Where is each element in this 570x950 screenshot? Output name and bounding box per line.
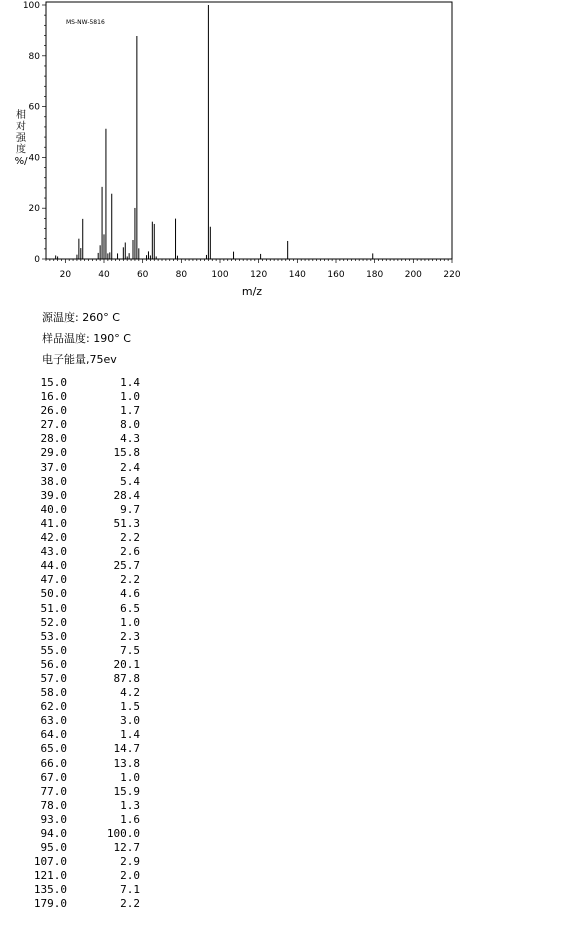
abundance-value: 4.6 — [120, 587, 140, 601]
mz-value: 62.0 — [40, 700, 67, 714]
table-row — [24, 644, 144, 658]
abundance-value: 1.6 — [120, 812, 140, 826]
table-row — [24, 855, 144, 869]
abundance-value: 2.3 — [120, 629, 140, 643]
mz-value: 52.0 — [40, 615, 67, 629]
x-tick-label: 20 — [59, 270, 72, 280]
table-row — [24, 573, 144, 587]
mz-value: 41.0 — [40, 516, 67, 530]
mz-value: 26.0 — [40, 404, 67, 418]
sample-temperature: 样品温度: 190° C — [42, 332, 131, 345]
abundance-value: 12.7 — [113, 841, 140, 855]
table-row — [24, 827, 144, 841]
abundance-value: 1.3 — [120, 798, 140, 812]
table-row — [24, 757, 144, 771]
abundance-value: 13.8 — [113, 756, 140, 770]
y-axis-ticks — [23, 1, 46, 265]
abundance-value: 1.0 — [120, 390, 140, 404]
x-tick-label: 80 — [175, 270, 188, 280]
x-tick-label: 100 — [211, 270, 229, 280]
table-row — [24, 446, 144, 460]
y-tick-label: 0 — [34, 255, 40, 265]
table-row — [24, 489, 144, 503]
y-axis-label-char: 强 — [16, 133, 26, 144]
mz-value: 38.0 — [40, 474, 67, 488]
table-row — [24, 376, 144, 390]
abundance-value: 20.1 — [113, 657, 140, 671]
abundance-value: 7.5 — [120, 643, 140, 657]
mz-value: 42.0 — [40, 531, 67, 545]
table-row — [24, 390, 144, 404]
mz-value: 121.0 — [33, 869, 67, 883]
mz-value: 47.0 — [40, 573, 67, 587]
abundance-value: 1.5 — [120, 700, 140, 714]
mz-value: 63.0 — [40, 714, 67, 728]
y-tick-label: 20 — [28, 204, 40, 215]
abundance-value: 28.4 — [113, 488, 140, 502]
mz-value: 77.0 — [40, 784, 67, 798]
mz-value: 15.0 — [40, 376, 67, 389]
x-tick-label: 200 — [404, 270, 422, 280]
table-row — [24, 728, 144, 742]
table-row — [24, 714, 144, 728]
x-tick-label: 180 — [366, 270, 384, 280]
mz-value: 93.0 — [40, 812, 67, 826]
abundance-value: 3.0 — [120, 714, 140, 728]
abundance-value: 1.4 — [120, 728, 140, 742]
table-row — [24, 587, 144, 601]
mz-value: 56.0 — [40, 657, 67, 671]
abundance-value: 2.2 — [120, 573, 140, 587]
table-row — [24, 630, 144, 644]
abundance-value: 2.9 — [120, 855, 140, 869]
table-row — [24, 897, 144, 911]
x-axis-label: m/z — [241, 285, 263, 298]
abundance-value: 87.8 — [113, 671, 140, 685]
table-row — [24, 658, 144, 672]
table-row — [24, 841, 144, 855]
abundance-value: 4.3 — [120, 432, 140, 446]
table-row — [24, 742, 144, 756]
abundance-value: 2.2 — [120, 531, 140, 545]
peak-table — [24, 376, 144, 912]
table-row — [24, 672, 144, 686]
x-axis-ticks — [46, 259, 461, 280]
mz-value: 16.0 — [40, 390, 67, 404]
table-row — [24, 602, 144, 616]
mz-value: 53.0 — [40, 629, 67, 643]
mz-value: 135.0 — [33, 883, 67, 897]
abundance-value: 2.6 — [120, 545, 140, 559]
table-row — [24, 503, 144, 517]
mz-value: 27.0 — [40, 418, 67, 432]
mz-value: 58.0 — [40, 686, 67, 700]
x-tick-label: 140 — [288, 270, 306, 280]
y-axis-label-char: 度 — [16, 144, 26, 156]
mz-value: 40.0 — [40, 502, 67, 516]
abundance-value: 1.4 — [120, 376, 140, 389]
mz-value: 39.0 — [40, 488, 67, 502]
table-row — [24, 418, 144, 432]
table-row — [24, 531, 144, 545]
table-row — [24, 686, 144, 700]
table-row — [24, 517, 144, 531]
mz-value: 37.0 — [40, 460, 67, 474]
x-tick-label: 120 — [250, 270, 268, 280]
abundance-value: 14.7 — [113, 742, 140, 756]
abundance-value: 5.4 — [120, 474, 140, 488]
table-row — [24, 432, 144, 446]
x-tick-label: 60 — [136, 270, 149, 280]
abundance-value: 2.2 — [120, 897, 140, 911]
y-axis-label-char: 对 — [16, 121, 26, 133]
mz-value: 67.0 — [40, 770, 67, 784]
electron-energy: 电子能量,75ev — [42, 353, 117, 366]
mass-spectrum-chart — [0, 0, 570, 300]
y-tick-label: 60 — [28, 102, 40, 113]
mz-value: 107.0 — [33, 855, 67, 869]
abundance-value: 100.0 — [106, 827, 140, 840]
chart-title: MS-NW-5816 — [66, 19, 105, 26]
mz-value: 66.0 — [40, 756, 67, 770]
mz-value: 78.0 — [40, 798, 67, 812]
table-row — [24, 813, 144, 827]
y-tick-label: 40 — [28, 153, 40, 164]
plot-frame — [46, 2, 452, 259]
mz-value: 51.0 — [40, 601, 67, 615]
table-row — [24, 799, 144, 813]
table-row — [24, 475, 144, 489]
mz-value: 57.0 — [40, 671, 67, 685]
mz-value: 64.0 — [40, 728, 67, 742]
mz-value: 50.0 — [40, 587, 67, 601]
y-tick-label: 100 — [22, 1, 40, 11]
table-row — [24, 700, 144, 714]
abundance-value: 1.7 — [120, 404, 140, 418]
abundance-value: 6.5 — [120, 601, 140, 615]
mz-value: 44.0 — [40, 559, 67, 573]
y-axis-label-char: %/ — [14, 156, 28, 167]
abundance-value: 2.4 — [120, 460, 140, 474]
y-axis-label — [15, 108, 29, 167]
abundance-value: 7.1 — [120, 883, 140, 897]
x-tick-label: 160 — [327, 270, 345, 280]
mz-value: 94.0 — [40, 827, 67, 840]
table-row — [24, 404, 144, 418]
abundance-value: 15.8 — [113, 446, 140, 460]
mz-value: 55.0 — [40, 643, 67, 657]
abundance-value: 9.7 — [120, 502, 140, 516]
source-temperature: 源温度: 260° C — [42, 311, 120, 324]
table-row — [24, 616, 144, 630]
mz-value: 179.0 — [33, 897, 67, 911]
table-row — [24, 771, 144, 785]
mz-value: 29.0 — [40, 446, 67, 460]
table-row — [24, 869, 144, 883]
mz-value: 43.0 — [40, 545, 67, 559]
abundance-value: 8.0 — [120, 418, 140, 432]
abundance-value: 15.9 — [113, 784, 140, 798]
y-tick-label: 80 — [28, 51, 40, 62]
mz-value: 95.0 — [40, 841, 67, 855]
table-row — [24, 461, 144, 475]
table-row — [24, 785, 144, 799]
abundance-value: 51.3 — [113, 516, 140, 530]
abundance-value: 4.2 — [120, 686, 140, 700]
table-row — [24, 545, 144, 559]
abundance-value: 1.0 — [120, 615, 140, 629]
abundance-value: 1.0 — [120, 770, 140, 784]
table-row — [24, 559, 144, 573]
spectrum-peaks — [56, 5, 373, 259]
y-axis-label-char: 相 — [16, 110, 26, 121]
x-tick-label: 220 — [443, 270, 461, 280]
mz-value: 65.0 — [40, 742, 67, 756]
mz-value: 28.0 — [40, 432, 67, 446]
abundance-value: 25.7 — [113, 559, 140, 573]
abundance-value: 2.0 — [120, 869, 140, 883]
x-tick-label: 40 — [98, 270, 110, 280]
table-row — [24, 883, 144, 897]
